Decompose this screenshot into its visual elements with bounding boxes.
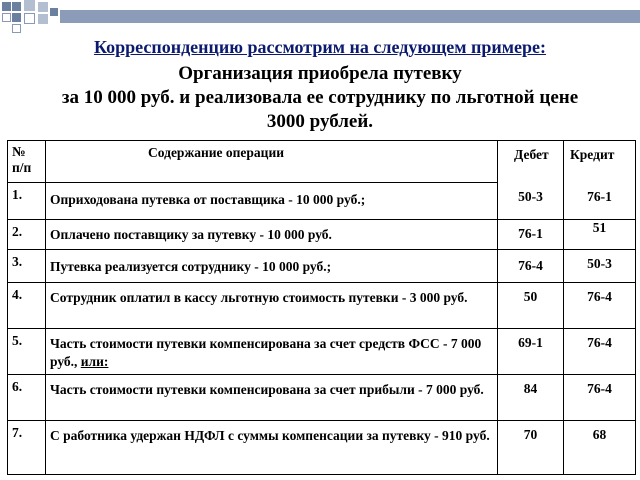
table-row [8, 250, 636, 283]
header-num-line1: № [12, 144, 26, 159]
deco-square [12, 13, 21, 22]
deco-square [38, 14, 48, 24]
row-credit: 76-4 [564, 329, 636, 375]
header-description-label: Содержание операции [148, 145, 285, 160]
row-credit: 50-3 [564, 250, 636, 283]
header-credit-label: Кредит [570, 147, 615, 162]
subtitle-line-2: за 10 000 руб. и реализовала ее сотруднику по льготной цене [61, 87, 579, 108]
deco-square [50, 8, 58, 16]
row-description [46, 329, 498, 375]
row-num: 7. [8, 421, 46, 475]
title-block [0, 36, 640, 134]
header-debit-label: Дебет [514, 147, 549, 162]
row-description: Сотрудник оплатил в кассу льготную стоимость путевки - 3 000 руб. [46, 283, 498, 329]
deco-square [12, 2, 21, 11]
row-num: 6. [8, 375, 46, 421]
subtitle-line-1: Организация приобрела путевку [178, 63, 462, 84]
header-num-line2: п/п [12, 160, 32, 175]
row-num: 2. [8, 220, 46, 250]
row-debit: 76-4 [498, 250, 564, 283]
row-num: 1. [8, 183, 46, 220]
row-debit: 69-1 [498, 329, 564, 375]
row-description: Путевка реализуется сотруднику - 10 000 руб.; [46, 250, 498, 283]
deco-square [24, 13, 35, 24]
subtitle-line-3: 3000 рублей. [266, 111, 374, 132]
table-header-row [8, 141, 636, 183]
header-stripe [60, 10, 640, 23]
deco-square [2, 2, 11, 11]
decorative-header [0, 0, 640, 34]
row-debit: 76-1 [498, 220, 564, 250]
row-credit: 51 [564, 220, 636, 250]
row-1-credit: 76-1 [587, 189, 612, 204]
table-row [8, 283, 636, 329]
deco-square [24, 0, 35, 11]
row-description: Часть стоимости путевки компенсирована за счет прибыли - 7 000 руб. [46, 375, 498, 421]
row-description: Оплачено поставщику за путевку - 10 000 руб. [46, 220, 498, 250]
row-debit: 50 [498, 283, 564, 329]
or-note: или: [80, 354, 109, 369]
table-row [8, 220, 636, 250]
row-1-debit: 50-3 [518, 189, 543, 204]
row-description: С работника удержан НДФЛ с суммы компенсации за путевку - 910 руб. [46, 421, 498, 475]
header-description [46, 141, 498, 183]
header-num [8, 141, 46, 183]
header-debit [498, 141, 564, 220]
deco-square [2, 13, 11, 22]
table-row [8, 421, 636, 475]
row-num: 4. [8, 283, 46, 329]
row-5-description-text: Часть стоимости путевки компенсирована за счет средств ФСС - 7 000 руб., [50, 336, 482, 369]
row-credit: 76-4 [564, 375, 636, 421]
row-credit: 76-4 [564, 283, 636, 329]
row-debit: 70 [498, 421, 564, 475]
slide-heading: Корреспонденцию рассмотрим на следующем примере: [93, 37, 547, 57]
deco-square [12, 24, 21, 33]
table-row [8, 329, 636, 375]
row-description: Оприходована путевка от поставщика - 10 000 руб.; [46, 183, 498, 220]
deco-square [38, 2, 48, 12]
row-credit: 68 [564, 421, 636, 475]
row-num: 5. [8, 329, 46, 375]
header-credit [564, 141, 636, 220]
row-num: 3. [8, 250, 46, 283]
table-row [8, 375, 636, 421]
operations-table [7, 140, 636, 475]
row-debit: 84 [498, 375, 564, 421]
